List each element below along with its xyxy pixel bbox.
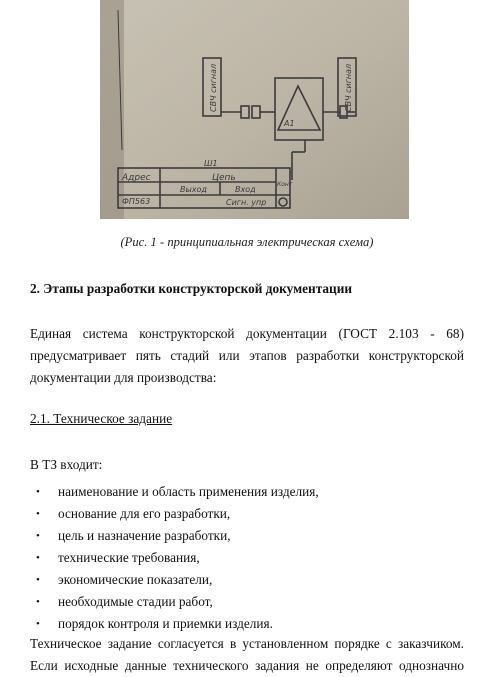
schematic-photo xyxy=(100,0,409,219)
section-heading: 2. Этапы разработки конструкторской документации xyxy=(30,281,353,296)
list-item xyxy=(0,613,319,635)
bullet-icon: • xyxy=(36,596,40,608)
list-item-text: экономические показатели, xyxy=(58,572,213,587)
list-item-text: необходимые стадии работ, xyxy=(58,594,213,609)
right-block-label: СВЧ сигнал xyxy=(344,63,353,112)
contact-label: Конт xyxy=(277,181,293,188)
bullet-icon: • xyxy=(36,574,40,586)
list-item xyxy=(0,547,319,569)
bullet-icon: • xyxy=(36,486,40,498)
list-item xyxy=(0,503,319,525)
list-item xyxy=(0,481,319,503)
output-label: Выход xyxy=(180,185,207,194)
schematic-drawing xyxy=(100,0,409,219)
wire-label: Ш1 xyxy=(204,159,218,168)
circuit-label: Цепь xyxy=(212,173,236,183)
paragraph-agreement: Техническое задание согласуется в установленном порядке с заказчиком. Если исходные данные технического задания не определяют однозначно xyxy=(30,636,464,673)
requirements-list xyxy=(0,481,319,635)
bullet-icon: • xyxy=(36,552,40,564)
input-label: Вход xyxy=(235,185,256,194)
list-item xyxy=(0,591,319,613)
subsection-heading: 2.1. Техническое задание xyxy=(30,411,173,426)
addr-label: Адрес xyxy=(122,173,151,183)
list-item-text: технические требования, xyxy=(58,550,200,565)
list-item xyxy=(0,569,319,591)
bullet-icon: • xyxy=(36,530,40,542)
list-item-text: основание для его разработки, xyxy=(58,506,231,521)
list-item xyxy=(0,525,319,547)
bullet-icon: • xyxy=(36,508,40,520)
left-block-label: СВЧ сигнал xyxy=(209,63,218,112)
signal-label: Сигн. упр xyxy=(226,198,267,207)
paragraph-gost: Единая система конструкторской документации (ГОСТ 2.103 - 68) предусматривает пять стадий или этапов разработки конструкторской документации для производства: xyxy=(30,326,464,385)
code-label: ФП563 xyxy=(122,197,151,206)
amp-label: А1 xyxy=(284,119,295,128)
list-item-text: порядок контроля и приемки изделия. xyxy=(58,616,273,631)
list-item-text: наименование и область применения изделия, xyxy=(58,484,319,499)
list-item-text: цель и назначение разработки, xyxy=(58,528,231,543)
bullet-icon: • xyxy=(36,618,40,630)
figure-caption: (Рис. 1 - принципиальная электрическая схема) xyxy=(120,235,374,249)
list-intro: В ТЗ входит: xyxy=(30,457,103,472)
